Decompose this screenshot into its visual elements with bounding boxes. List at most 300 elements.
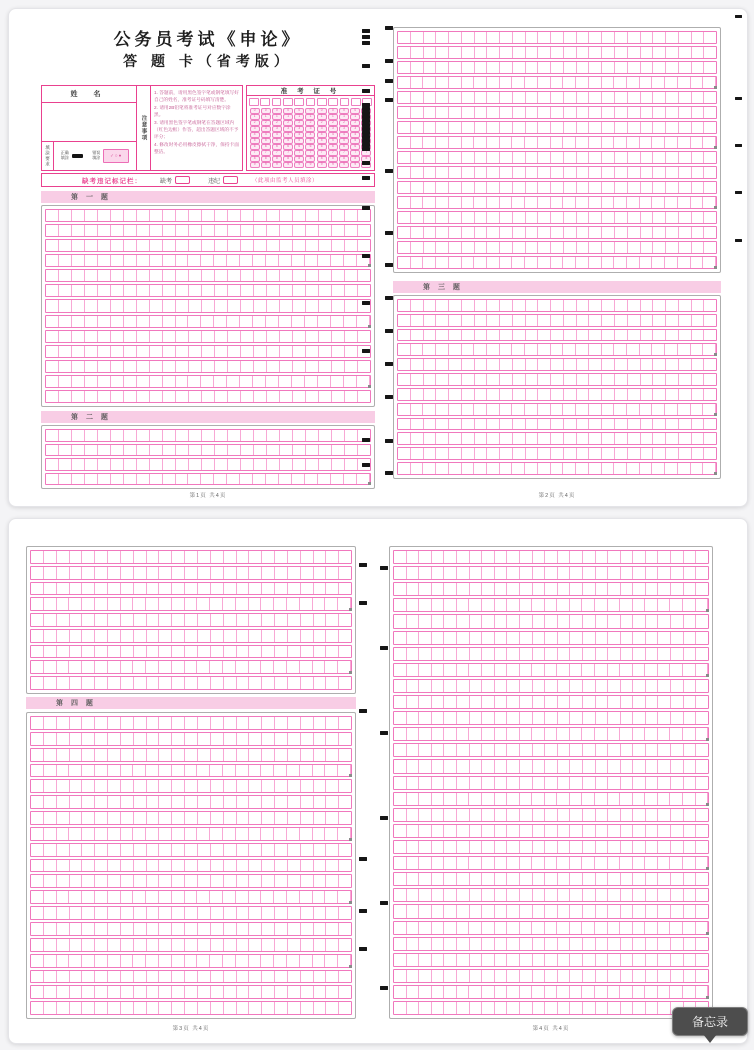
answer-grid-row — [393, 985, 709, 999]
grid-cell — [134, 677, 147, 689]
grid-cell — [633, 954, 646, 966]
exam-digit-bubble: 9 — [305, 162, 315, 168]
grid-cell — [163, 316, 176, 327]
grid-cell — [570, 938, 583, 950]
grid-cell — [70, 860, 83, 872]
grid-cell — [482, 744, 495, 756]
grid-cell — [449, 448, 462, 459]
exam-digit-bubble: 1 — [317, 114, 327, 120]
grid-cell — [507, 632, 520, 644]
grid-cell — [436, 137, 449, 148]
grid-cell — [500, 212, 513, 223]
grid-cell — [520, 825, 533, 837]
grid-cell — [124, 361, 137, 372]
answer-grid-row — [45, 345, 371, 358]
grid-cell — [249, 583, 262, 595]
grid-cell — [641, 227, 654, 238]
page-1-footer: 第1页 共4页 — [189, 493, 227, 499]
grid-cell — [345, 459, 358, 470]
grid-cell — [228, 240, 241, 251]
grid-cell — [267, 459, 280, 470]
grid-cell — [423, 77, 436, 88]
grid-cell — [444, 889, 457, 901]
grid-cell — [628, 212, 641, 223]
grid-cell — [59, 430, 72, 441]
grid-cell — [646, 905, 659, 917]
grid-cell — [82, 749, 95, 761]
grid-cell — [124, 430, 137, 441]
grid-cell — [696, 809, 708, 821]
question-3-band: 第 三 题 — [393, 281, 721, 293]
grid-cell — [533, 583, 546, 595]
grid-cell — [432, 954, 445, 966]
grid-cell — [202, 210, 215, 221]
grid-cell — [576, 463, 589, 474]
grid-cell — [704, 47, 716, 58]
grid-cell — [545, 841, 558, 853]
grid-cell — [608, 889, 621, 901]
grid-cell — [436, 374, 449, 385]
exam-number-bubble-grid — [247, 107, 374, 170]
grid-cell — [602, 92, 615, 103]
grid-cell — [202, 225, 215, 236]
grid-cell — [602, 242, 615, 253]
grid-cell — [570, 857, 583, 869]
grid-cell — [185, 907, 198, 919]
grid-cell — [121, 598, 134, 610]
grid-cell — [332, 430, 345, 441]
grid-cell — [696, 648, 708, 660]
notice-label-strip — [137, 85, 151, 171]
grid-cell — [432, 664, 445, 676]
grid-cell — [419, 922, 432, 934]
grid-cell — [570, 551, 583, 563]
grid-cell — [293, 361, 306, 372]
grid-cell — [666, 300, 679, 311]
grid-cell — [237, 812, 250, 824]
grid-cell — [577, 374, 590, 385]
grid-cell — [150, 445, 163, 456]
grid-cell — [70, 717, 83, 729]
grid-cell — [146, 891, 159, 903]
grid-cell — [652, 344, 665, 355]
grid-cell — [469, 986, 482, 998]
grid-cell — [326, 567, 339, 579]
grid-cell — [633, 744, 646, 756]
exam-digit-bubble: 5 — [339, 138, 349, 144]
grid-cell — [44, 875, 57, 887]
grid-cell — [211, 749, 224, 761]
grid-cell — [44, 796, 57, 808]
grid-cell — [147, 923, 160, 935]
grid-cell — [398, 404, 411, 415]
exam-digit-bubble: 8 — [272, 156, 282, 162]
grid-cell — [331, 474, 344, 485]
registration-mark-icon — [735, 97, 742, 100]
grid-cell — [70, 986, 83, 998]
grid-cell — [704, 374, 716, 385]
grid-cell — [57, 614, 70, 626]
grid-cell — [628, 330, 641, 341]
grid-cell — [134, 939, 147, 951]
grid-cell — [124, 225, 137, 236]
grid-cell — [507, 777, 520, 789]
grid-cell — [57, 677, 70, 689]
exam-digit-bubble: 4 — [272, 132, 282, 138]
grid-cell — [444, 664, 457, 676]
grid-cell — [470, 680, 483, 692]
grid-cell — [589, 212, 602, 223]
grid-cell — [470, 551, 483, 563]
grid-cell — [500, 448, 513, 459]
grid-cell — [326, 733, 339, 745]
grid-cell — [513, 389, 526, 400]
grid-cell — [345, 361, 358, 372]
grid-cell — [57, 630, 70, 642]
grid-cell — [652, 137, 665, 148]
grid-cell — [339, 614, 351, 626]
grid-cell — [319, 331, 332, 342]
grid-cell — [470, 938, 483, 950]
grid-cell — [513, 330, 526, 341]
grid-cell — [424, 122, 437, 133]
grid-cell — [658, 744, 671, 756]
grid-cell — [59, 376, 72, 387]
answer-grid-row — [393, 808, 709, 822]
grid-cell — [72, 361, 85, 372]
sheet-title: 公务员考试《申论》 — [113, 30, 303, 49]
grid-cell — [288, 567, 301, 579]
grid-cell — [526, 389, 539, 400]
grid-cell — [46, 445, 59, 456]
grid-cell — [678, 257, 691, 268]
grid-cell — [457, 744, 470, 756]
grid-cell — [288, 780, 301, 792]
grid-cell — [266, 376, 279, 387]
grid-cell — [577, 300, 590, 311]
grid-cell — [564, 152, 577, 163]
memo-tooltip[interactable] — [672, 1007, 748, 1036]
grid-cell — [570, 648, 583, 660]
grid-cell — [633, 825, 646, 837]
grid-cell — [215, 210, 228, 221]
grid-cell — [82, 614, 95, 626]
grid-cell — [95, 614, 108, 626]
grid-cell — [59, 331, 72, 342]
grid-cell — [652, 404, 665, 415]
grid-cell — [457, 809, 470, 821]
grid-cell — [31, 796, 44, 808]
grid-cell — [85, 376, 98, 387]
grid-cell — [419, 938, 432, 950]
grid-cell — [444, 986, 457, 998]
grid-cell — [596, 970, 609, 982]
grid-cell — [525, 197, 538, 208]
grid-cell — [202, 459, 215, 470]
grid-cell — [98, 430, 111, 441]
grid-cell — [640, 77, 653, 88]
grid-cell — [507, 760, 520, 772]
grid-cell — [596, 615, 609, 627]
grid-cell — [224, 780, 237, 792]
grid-cell — [570, 986, 583, 998]
grid-cell — [596, 551, 609, 563]
grid-cell — [558, 648, 571, 660]
grid-cell — [423, 404, 436, 415]
grid-cell — [124, 474, 137, 485]
grid-cell — [596, 873, 609, 885]
grid-cell — [520, 954, 533, 966]
grid-cell — [137, 445, 150, 456]
grid-cell — [457, 680, 470, 692]
grid-cell — [576, 344, 589, 355]
grid-cell — [176, 240, 189, 251]
grid-cell — [300, 891, 313, 903]
grid-cell — [46, 459, 59, 470]
grid-cell — [513, 47, 526, 58]
word-count-tick — [349, 671, 352, 674]
grid-cell — [85, 445, 98, 456]
grid-cell — [564, 92, 577, 103]
grid-cell — [301, 717, 314, 729]
grid-cell — [487, 197, 500, 208]
grid-cell — [292, 376, 305, 387]
grid-cell — [602, 107, 615, 118]
grid-cell — [237, 749, 250, 761]
grid-cell — [608, 728, 621, 740]
grid-cell — [526, 359, 539, 370]
grid-cell — [558, 777, 571, 789]
grid-cell — [633, 922, 646, 934]
exam-digit-bubble: 1 — [294, 114, 304, 120]
grid-cell — [596, 632, 609, 644]
grid-cell — [470, 873, 483, 885]
grid-cell — [134, 796, 147, 808]
grid-cell — [198, 907, 211, 919]
grid-cell — [470, 712, 483, 724]
grid-cell — [595, 986, 608, 998]
exam-digit-bubble: 8 — [317, 156, 327, 162]
grid-cell — [306, 300, 319, 311]
grid-cell — [589, 122, 602, 133]
grid-cell — [306, 430, 319, 441]
grid-cell — [470, 696, 483, 708]
grid-cell — [261, 891, 274, 903]
grid-cell — [621, 696, 634, 708]
grid-cell — [475, 300, 488, 311]
grid-cell — [507, 728, 520, 740]
grid-cell — [602, 257, 615, 268]
exam-digit-bubble: 6 — [328, 144, 338, 150]
grid-cell — [134, 583, 147, 595]
grid-cell — [520, 905, 533, 917]
grid-cell — [658, 712, 671, 724]
grid-cell — [345, 430, 358, 441]
grid-cell — [198, 1002, 211, 1014]
grid-cell — [331, 255, 344, 266]
grid-cell — [339, 923, 351, 935]
grid-cell — [615, 433, 628, 444]
grid-cell — [419, 680, 432, 692]
exam-digit-bubble: 6 — [317, 144, 327, 150]
grid-cell — [621, 873, 634, 885]
grid-cell — [424, 242, 437, 253]
absent-bar-title: 缺考违记标记栏： — [82, 177, 142, 185]
grid-cell — [558, 583, 571, 595]
grid-cell — [615, 448, 628, 459]
exam-digit-bubble: 9 — [261, 162, 271, 168]
grid-cell — [577, 32, 590, 43]
grid-cell — [582, 664, 595, 676]
grid-cell — [640, 137, 653, 148]
grid-cell — [545, 970, 558, 982]
grid-cell — [653, 182, 666, 193]
exam-digit-bubble: 6 — [339, 144, 349, 150]
grid-cell — [482, 1002, 495, 1014]
grid-cell — [394, 1002, 407, 1014]
grid-cell — [671, 696, 684, 708]
grid-cell — [589, 227, 602, 238]
exam-digit-bubble: 5 — [328, 138, 338, 144]
grid-cell — [326, 583, 339, 595]
grid-cell — [424, 433, 437, 444]
grid-cell — [46, 331, 59, 342]
answer-grid-row — [397, 226, 717, 239]
grid-cell — [608, 680, 621, 692]
grid-cell — [288, 812, 301, 824]
registration-mark-icon — [385, 59, 393, 63]
grid-cell — [533, 777, 546, 789]
grid-cell — [31, 923, 44, 935]
grid-cell — [44, 614, 57, 626]
grid-cell — [436, 107, 449, 118]
grid-cell — [449, 77, 462, 88]
exam-digit-bubble: 6 — [294, 144, 304, 150]
exam-digit-bubble: 5 — [350, 138, 360, 144]
grid-cell — [482, 583, 495, 595]
grid-cell — [108, 614, 121, 626]
grid-cell — [551, 212, 564, 223]
grid-cell — [223, 661, 236, 673]
answer-grid-p3top — [26, 546, 356, 694]
grid-cell — [215, 270, 228, 281]
registration-mark-icon — [385, 79, 393, 83]
grid-cell — [332, 346, 345, 357]
grid-cell — [449, 330, 462, 341]
exam-digit-bubble: 3 — [317, 126, 327, 132]
registration-mark-icon — [362, 89, 370, 93]
grid-cell — [314, 630, 327, 642]
grid-cell — [57, 860, 70, 872]
grid-cell — [595, 664, 608, 676]
grid-cell — [305, 255, 318, 266]
grid-cell — [640, 404, 653, 415]
grid-cell — [462, 77, 475, 88]
grid-cell — [185, 939, 198, 951]
grid-cell — [394, 615, 407, 627]
grid-cell — [691, 404, 704, 415]
grid-cell — [614, 77, 627, 88]
grid-cell — [475, 212, 488, 223]
grid-cell — [313, 955, 326, 967]
grid-cell — [577, 47, 590, 58]
grid-cell — [615, 374, 628, 385]
grid-cell — [633, 696, 646, 708]
grid-cell — [237, 614, 250, 626]
grid-cell — [325, 765, 338, 777]
grid-cell — [134, 614, 147, 626]
grid-cell — [211, 780, 224, 792]
grid-cell — [462, 257, 475, 268]
grid-cell — [95, 875, 108, 887]
grid-cell — [596, 905, 609, 917]
grid-cell — [602, 315, 615, 326]
grid-cell — [57, 646, 70, 658]
grid-cell — [261, 955, 274, 967]
grid-cell — [176, 346, 189, 357]
grid-cell — [44, 907, 57, 919]
grid-cell — [470, 760, 483, 772]
exam-digit-bubble: 2 — [317, 120, 327, 126]
grid-cell — [57, 971, 70, 983]
grid-cell — [72, 316, 85, 327]
grid-cell — [692, 32, 705, 43]
grid-cell — [95, 986, 108, 998]
grid-cell — [666, 107, 679, 118]
grid-cell — [658, 599, 671, 611]
grid-cell — [411, 242, 424, 253]
grid-cell — [121, 1002, 134, 1014]
grid-cell — [621, 970, 634, 982]
grid-cell — [262, 796, 275, 808]
grid-cell — [85, 240, 98, 251]
exam-digit-bubble: 9 — [339, 162, 349, 168]
grid-cell — [72, 210, 85, 221]
grid-cell — [224, 812, 237, 824]
grid-cell — [98, 391, 111, 402]
grid-cell — [108, 646, 121, 658]
grid-cell — [692, 212, 705, 223]
grid-cell — [261, 598, 274, 610]
grid-cell — [82, 844, 95, 856]
exam-digit-bubble: 0 — [305, 108, 315, 114]
grid-cell — [696, 760, 708, 772]
grid-cell — [280, 430, 293, 441]
grid-cell — [558, 744, 571, 756]
grid-cell — [633, 841, 646, 853]
grid-cell — [704, 212, 716, 223]
grid-cell — [332, 391, 345, 402]
grid-cell — [608, 825, 621, 837]
answer-grid-row — [397, 151, 717, 164]
grid-cell — [70, 875, 83, 887]
grid-cell — [462, 419, 475, 430]
grid-cell — [532, 664, 545, 676]
grid-cell — [411, 167, 424, 178]
grid-cell — [582, 599, 595, 611]
grid-cell — [419, 567, 432, 579]
grid-cell — [237, 583, 250, 595]
grid-cell — [210, 828, 223, 840]
grid-cell — [424, 315, 437, 326]
grid-cell — [424, 32, 437, 43]
grid-cell — [577, 419, 590, 430]
grid-cell — [124, 210, 137, 221]
grid-cell — [176, 300, 189, 311]
grid-cell — [423, 257, 436, 268]
grid-cell — [249, 646, 262, 658]
grid-cell — [551, 257, 564, 268]
